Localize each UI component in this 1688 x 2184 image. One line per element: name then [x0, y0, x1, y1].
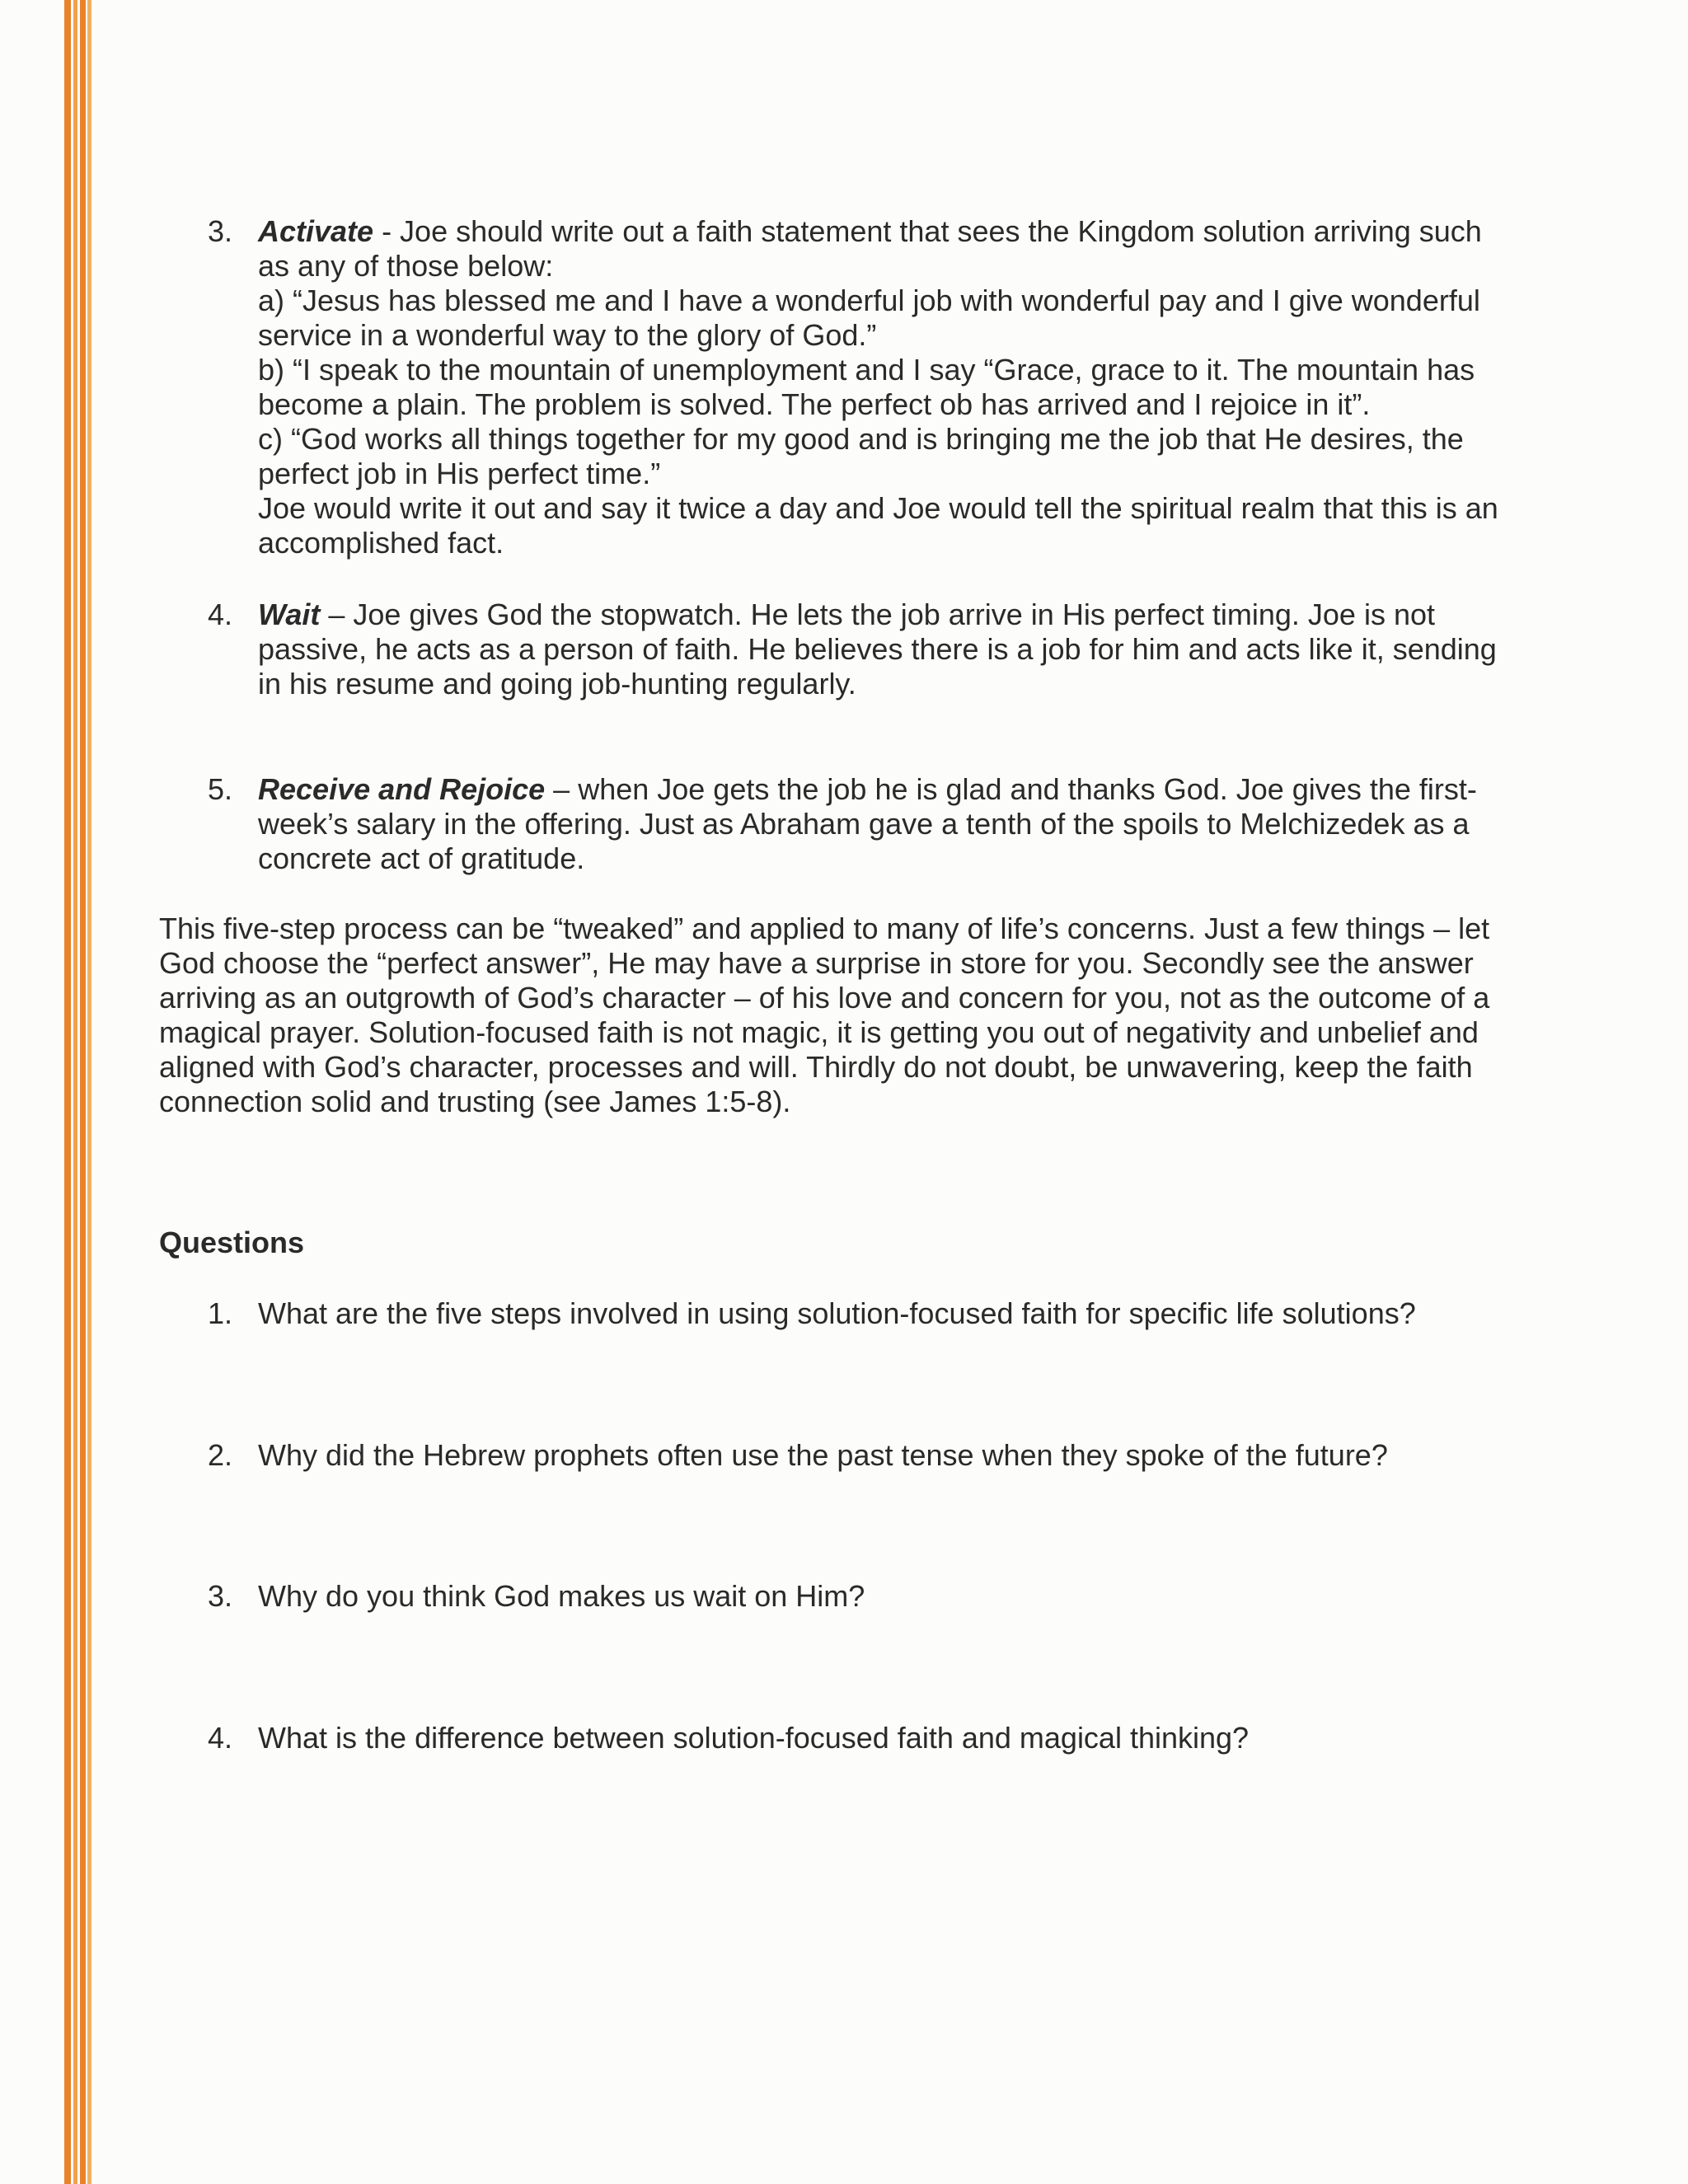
step-text: – when Joe gets the job he is glad and thanks God. Joe gives the first- — [545, 772, 1477, 806]
step-text-line: in his resume and going job-hunting regularly. — [258, 667, 856, 701]
step-text-line: week’s salary in the offering. Just as Abraham gave a tenth of the spoils to Melchizedek as a — [258, 807, 1470, 841]
paragraph-line: magical prayer. Solution-focused faith is not magic, it is getting you out of negativity and unbelief and — [159, 1015, 1479, 1049]
paragraph-line: God choose the “perfect answer”, He may have a surprise in store for you. Secondly see the answer — [159, 946, 1474, 980]
list-number: 5. — [208, 772, 233, 806]
paragraph-line: connection solid and trusting (see James 1:5-8). — [159, 1085, 791, 1118]
question-text: What is the difference between solution-focused faith and magical thinking? — [258, 1721, 1250, 1755]
question-number: 3. — [208, 1579, 233, 1613]
step-title: Receive and Rejoice — [258, 772, 546, 806]
paragraph-line: This five-step process can be “tweaked” and applied to many of life’s concerns. Just a few things – let — [159, 912, 1490, 945]
questions-heading: Questions — [159, 1226, 305, 1259]
step-text-line: as any of those below: — [258, 249, 554, 283]
step-text-line: concrete act of gratitude. — [258, 841, 585, 875]
margin-stripe — [80, 0, 86, 2184]
step-text-line: a) “Jesus has blessed me and I have a wonderful job with wonderful pay and I give wonderful — [258, 284, 1480, 317]
margin-stripe — [64, 0, 71, 2184]
paragraph-line: arriving as an outgrowth of God’s character – of his love and concern for you, not as the outcome of a — [159, 981, 1490, 1015]
step-text-line: perfect job in His perfect time.” — [258, 457, 661, 490]
step-text-line: b) “I speak to the mountain of unemployment and I say “Grace, grace to it. The mountain has — [258, 353, 1475, 387]
question-number: 2. — [208, 1438, 233, 1472]
list-item-first-line — [258, 772, 1477, 807]
step-title: Wait — [258, 598, 321, 631]
margin-stripe — [87, 0, 91, 2184]
margin-stripe — [73, 0, 77, 2184]
question-number: 1. — [208, 1296, 233, 1330]
step-text-line: c) “God works all things together for my good and is bringing me the job that He desires, the — [258, 422, 1464, 456]
step-text: – Joe gives God the stopwatch. He lets the job arrive in His perfect timing. Joe is not — [320, 598, 1435, 631]
list-number: 3. — [208, 214, 233, 248]
list-number: 4. — [208, 598, 233, 631]
question-text: What are the five steps involved in using solution-focused faith for specific life solutions? — [258, 1296, 1416, 1330]
question-number: 4. — [208, 1721, 233, 1755]
step-title: Activate — [258, 214, 374, 248]
step-text-line: passive, he acts as a person of faith. He believes there is a job for him and acts like it, sending — [258, 632, 1497, 666]
step-text: - Joe should write out a faith statement that sees the Kingdom solution arriving such — [373, 214, 1482, 248]
list-item-first-line — [258, 214, 1482, 249]
question-text: Why did the Hebrew prophets often use the past tense when they spoke of the future? — [258, 1438, 1388, 1472]
step-text-line: service in a wonderful way to the glory of God.” — [258, 318, 877, 352]
paragraph-line: aligned with God’s character, processes and will. Thirdly do not doubt, be unwavering, keep the faith — [159, 1050, 1473, 1084]
step-text-line: accomplished fact. — [258, 526, 504, 560]
question-text: Why do you think God makes us wait on Him? — [258, 1579, 865, 1613]
step-text-line: become a plain. The problem is solved. The perfect ob has arrived and I rejoice in it”. — [258, 387, 1371, 421]
list-item-first-line — [258, 598, 1435, 632]
step-text-line: Joe would write it out and say it twice a day and Joe would tell the spiritual realm that this is an — [258, 491, 1498, 525]
